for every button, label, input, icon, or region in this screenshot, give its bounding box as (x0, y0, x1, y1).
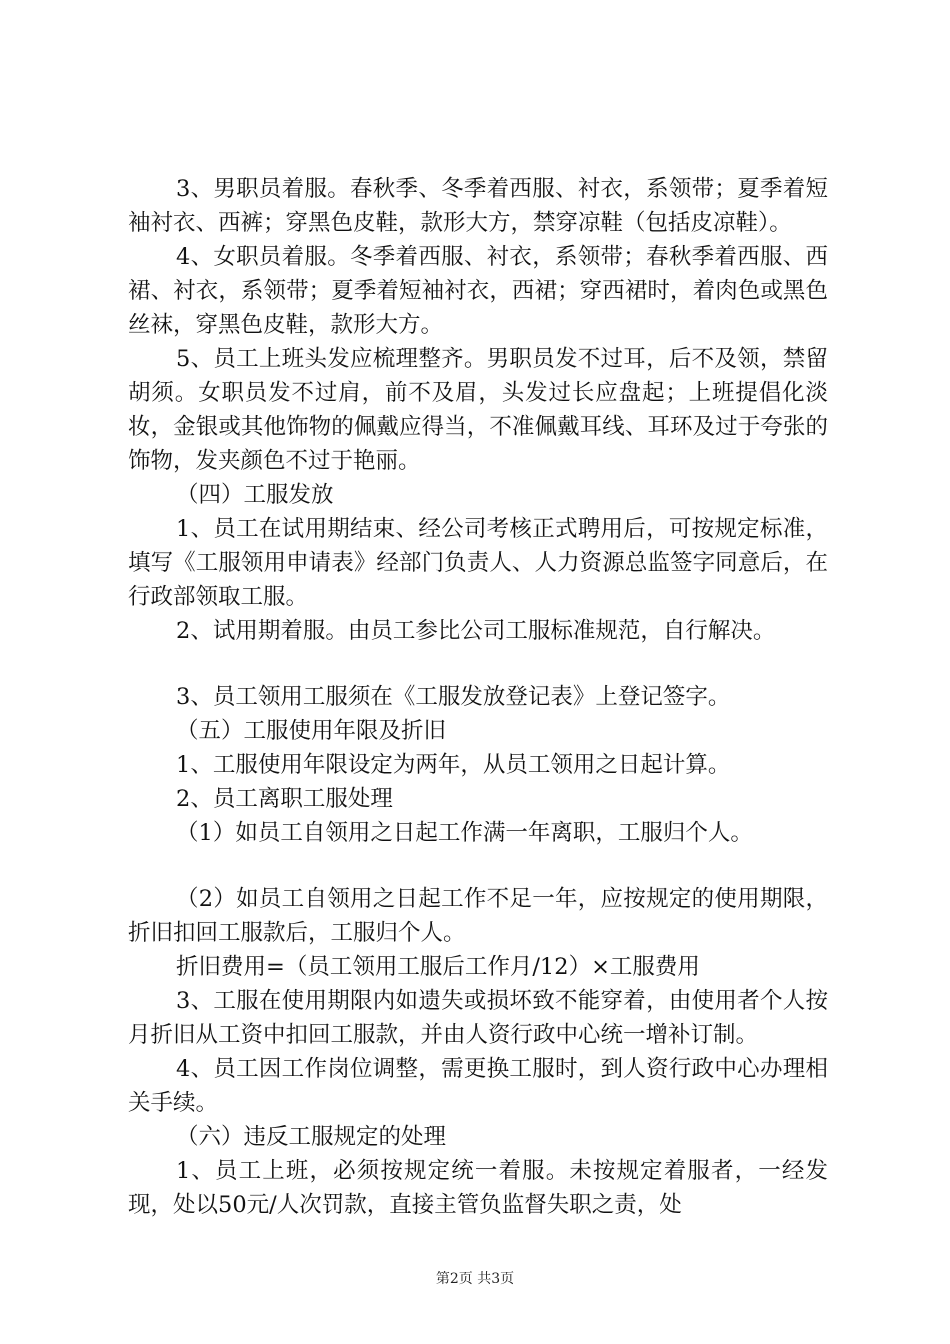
paragraph-gap (128, 648, 828, 680)
paragraph-depreciation-2-2: （2）如员工自领用之日起工作不足一年，应按规定的使用期限，折旧扣回工服款后，工服归个人。 (128, 886, 828, 946)
section-heading-distribution: （四）工服发放 (176, 482, 334, 508)
document-body (128, 172, 828, 1222)
paragraph-depreciation-2-1: （1）如员工自领用之日起工作满一年离职，工服归个人。 (176, 820, 753, 846)
paragraph-depreciation-formula: 折旧费用=（员工领用工服后工作月/12）×工服费用 (176, 954, 700, 980)
paragraph-depreciation-1: 1、工服使用年限设定为两年，从员工领用之日起计算。 (176, 752, 731, 778)
section-heading-violations: （六）违反工服规定的处理 (176, 1124, 447, 1150)
paragraph-gap (128, 850, 828, 882)
paragraph-depreciation-2: 2、员工离职工服处理 (176, 786, 393, 812)
paragraph-female-dress: 4、女职员着服。冬季着西服、衬衣，系领带；春秋季着西服、西裙、衬衣，系领带；夏季着短袖衬衣，西裙；穿西裙时，着肉色或黑色丝袜，穿黑色皮鞋，款形大方。 (128, 244, 828, 338)
section-heading-depreciation: （五）工服使用年限及折旧 (176, 718, 447, 744)
paragraph-distribution-1: 1、员工在试用期结束、经公司考核正式聘用后，可按规定标准，填写《工服领用申请表》经部门负责人、人力资源总监签字同意后，在行政部领取工服。 (128, 516, 828, 610)
paragraph-distribution-3: 3、员工领用工服须在《工服发放登记表》上登记签字。 (176, 684, 731, 710)
page-footer: 第2页 共3页 (435, 1271, 515, 1287)
paragraph-hair-rules: 5、员工上班头发应梳理整齐。男职员发不过耳，后不及领，禁留胡须。女职员发不过肩，前不及眉，头发过长应盘起；上班提倡化淡妆，金银或其他饰物的佩戴应得当，不准佩戴耳线、耳环及过于夸张的饰物，发夹颜色不过于艳丽。 (128, 346, 828, 474)
paragraph-depreciation-4: 4、员工因工作岗位调整，需更换工服时，到人资行政中心办理相关手续。 (128, 1056, 828, 1116)
paragraph-distribution-2: 2、试用期着服。由员工参比公司工服标准规范，自行解决。 (176, 618, 776, 644)
paragraph-male-dress: 3、男职员着服。春秋季、冬季着西服、衬衣，系领带；夏季着短袖衬衣、西裤；穿黑色皮鞋，款形大方，禁穿凉鞋（包括皮凉鞋）。 (128, 176, 828, 236)
paragraph-violations-1: 1、员工上班，必须按规定统一着服。未按规定着服者，一经发现，处以50元/人次罚款，直接主管负监督失职之责，处 (128, 1158, 828, 1218)
paragraph-depreciation-3: 3、工服在使用期限内如遗失或损坏致不能穿着，由使用者个人按月折旧从工资中扣回工服款，并由人资行政中心统一增补订制。 (128, 988, 828, 1048)
